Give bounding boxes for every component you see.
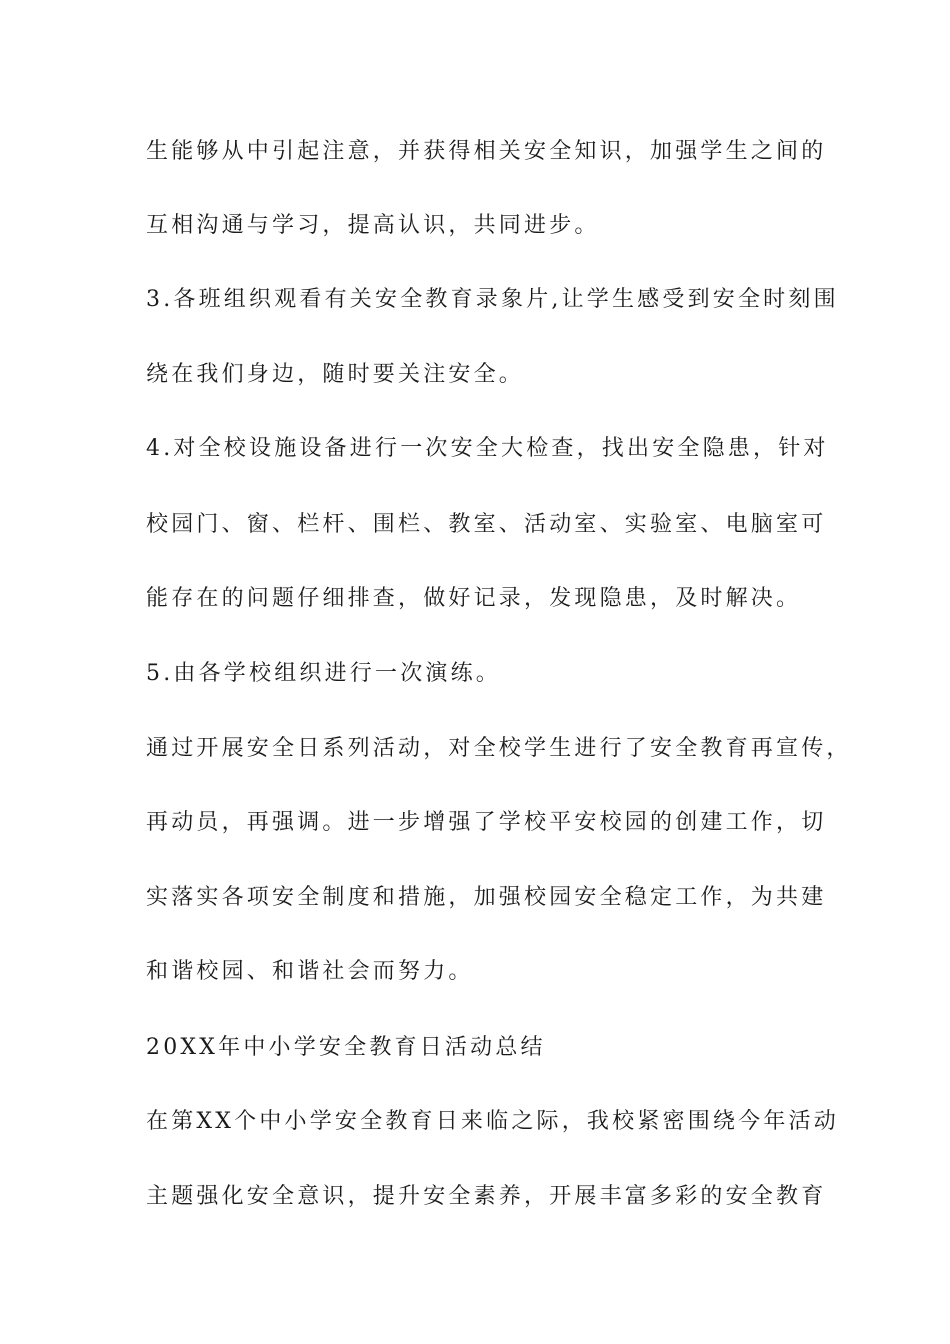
list-item-3: 3.各班组织观看有关安全教育录象片,让学生感受到安全时刻围 [146,287,839,312]
paragraph-line: 生能够从中引起注意，并获得相关安全知识，加强学生之间的 [146,139,827,164]
paragraph-line: 通过开展安全日系列活动，对全校学生进行了安全教育再宣传， [146,736,852,761]
list-item-5: 5.由各学校组织进行一次演练。 [146,661,501,686]
paragraph-line: 互相沟通与学习，提高认识，共同进步。 [146,213,600,238]
paragraph-line: 在第XX个中小学安全教育日来临之际，我校紧密围绕今年活动 [146,1109,839,1134]
paragraph-line: 再动员，再强调。进一步增强了学校平安校园的创建工作，切 [146,810,827,835]
list-item-4: 4.对全校设施设备进行一次安全大检查，找出安全隐患，针对 [146,436,829,461]
paragraph-line: 绕在我们身边，随时要关注安全。 [146,362,525,387]
paragraph-line: 校园门、窗、栏杆、围栏、教室、活动室、实验室、电脑室可 [146,512,827,537]
section-title: 20XX年中小学安全教育日活动总结 [146,1035,546,1060]
paragraph-line: 能存在的问题仔细排查，做好记录，发现隐患，及时解决。 [146,586,802,611]
paragraph-line: 实落实各项安全制度和措施，加强校园安全稳定工作，为共建 [146,885,827,910]
paragraph-line: 和谐校园、和谐社会而努力。 [146,959,474,984]
paragraph-line: 主题强化安全意识，提升安全素养，开展丰富多彩的安全教育 [146,1184,827,1209]
